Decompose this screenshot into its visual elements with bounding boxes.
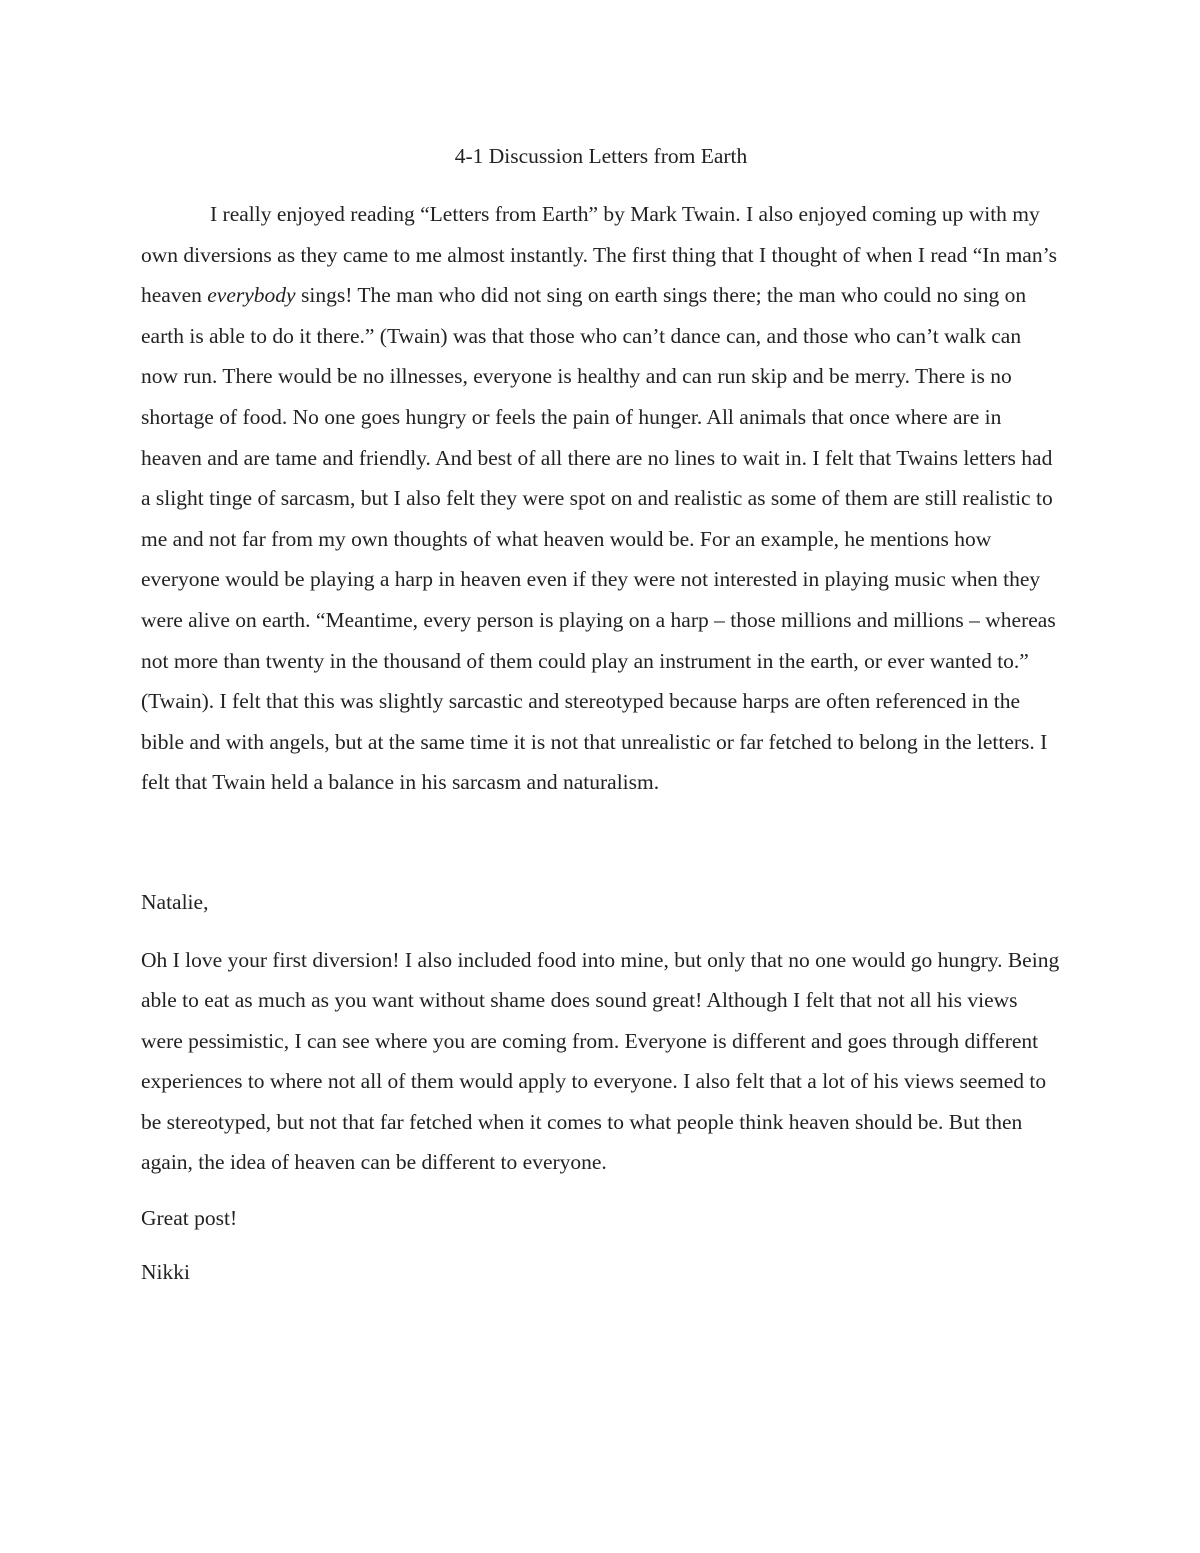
document-title: 4-1 Discussion Letters from Earth — [454, 144, 748, 168]
reply-section — [141, 882, 1061, 1292]
reply-closing: Great post! — [141, 1206, 238, 1231]
essay-text-part1: I really enjoyed reading “Letters from Earth” by Mark Twain. I also enjoyed coming up with my own diversions as they came to me almost instantly. The first thing that I thought of when I read “In man’s heaven — [141, 202, 1057, 308]
essay-paragraph — [141, 194, 1061, 803]
reply-body: Oh I love your first diversion! I also included food into mine, but only that no one would go hungry. Being able to eat as much as you want without shame does sound great! Although I felt that not all his views were pessimistic, I can see where you are coming from. Everyone is different and goes through different experiences to where not all of them would apply to everyone. I also felt that a lot of his views seemed to be stereotyped, but not that far fetched when it comes to what people think heaven should be. But then again, the idea of heaven can be different to everyone. — [141, 947, 1060, 1175]
reply-signature: Nikki — [141, 1259, 190, 1284]
document-content — [141, 138, 1061, 1292]
essay-text-part2: sings! The man who did not sing on earth sings there; the man who could no sing on earth is able to do it there.” (Twain) was that those who can’t dance can, and those who can’t walk can now run. There would be no illnesses, everyone is healthy and can run skip and be merry. There is no shortage of food. No one goes hungry or feels the pain of hunger. All animals that once where are in heaven and are tame and friendly. And best of all there are no lines to wait in. I felt that Twains letters had a slight tinge of sarcasm, but I also felt they were spot on and realistic as some of them are still realistic to me and not far from my own thoughts of what heaven would be. For an example, he mentions how everyone would be playing a harp in heaven even if they were not interested in playing music when they were alive on earth. “Meantime, every person is playing on a harp – those millions and millions – whereas not more than twenty in the thousand of them could play an instrument in the earth, or ever wanted to.” (Twain). I felt that this was slightly sarcastic and stereotyped because harps are often referenced in the bible and with angels, but at the same time it is not that unrealistic or far fetched to belong in the letters. I felt that Twain held a balance in his sarcasm and naturalism. — [141, 283, 1056, 795]
reply-salutation: Natalie, — [141, 889, 209, 914]
essay-emphasis: everybody — [207, 283, 296, 308]
